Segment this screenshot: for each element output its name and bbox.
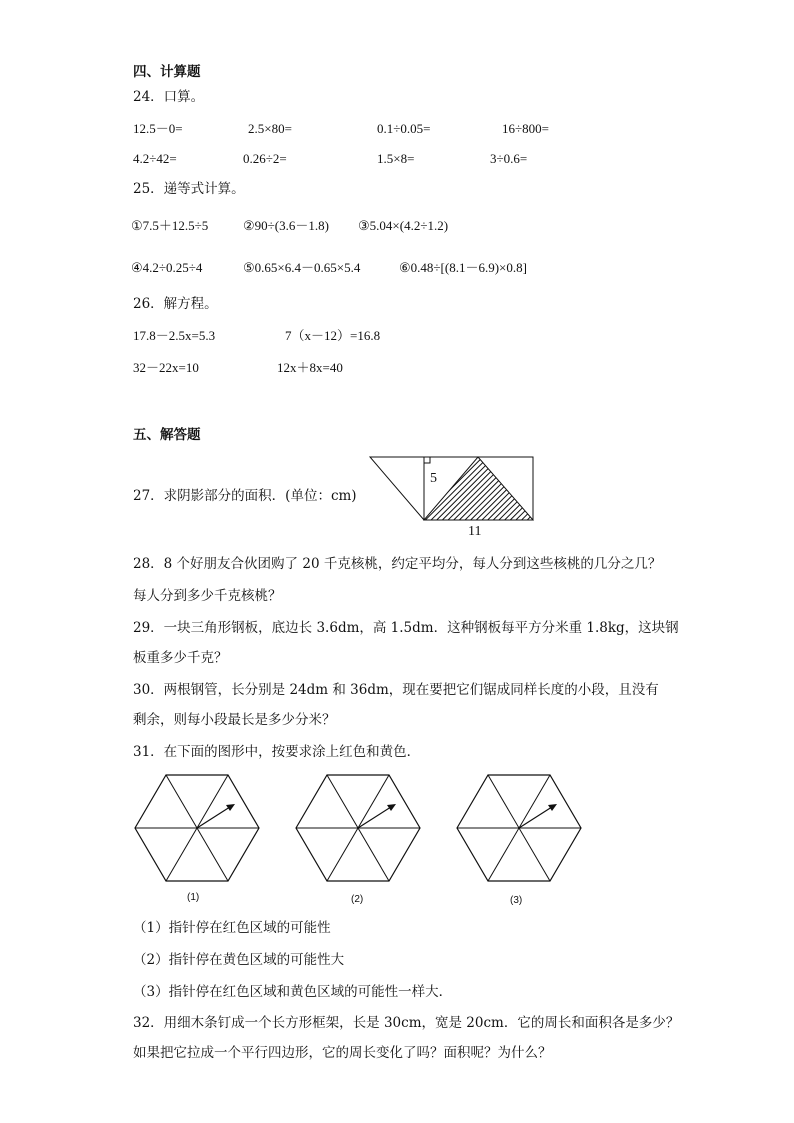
item-expression: 5.04×(4.2÷1.2) [369,218,449,233]
item-expression: 4.2÷0.25÷4 [142,260,203,275]
item-number: ① [131,218,143,233]
q30-line1: 30．两根钢管，长分别是 24dm 和 36dm，现在要把它们锯成同样长度的小段，且没有 [133,682,659,698]
q24-stem: 24．口算。 [133,89,205,105]
item-number: ② [243,218,255,233]
item-number: ⑥ [399,260,411,275]
pointer-arrow-icon [197,805,233,828]
q24-item: 2.5×80= [248,121,292,136]
item-number: ③ [358,218,370,233]
q24-item: 0.1÷0.05= [377,121,431,136]
hexagon-label-1: (1) [187,892,200,903]
hexagon-label-3: (3) [510,895,523,906]
section5-title: 五、解答题 [133,427,201,443]
q28-line2: 每人分到多少千克核桃？ [133,588,282,604]
q30-line2: 剩余，则每小段最长是多少分米？ [133,712,336,728]
q31-stem: 31．在下面的图形中，按要求涂上红色和黄色． [133,744,421,760]
hexagon-spinner-3 [457,775,581,881]
item-number: ④ [131,260,143,275]
q27-height-label: 5 [430,471,437,486]
q24-item: 0.26÷2= [243,151,287,166]
item-expression: 7.5＋12.5÷5 [142,218,209,233]
q31-requirement: （3）指针停在红色区域和黄色区域的可能性一样大． [133,984,453,1000]
q24-item: 1.5×8= [377,151,415,166]
q26-stem: 26．解方程。 [133,296,218,312]
q25-stem: 25．递等式计算。 [133,181,245,197]
q26-equation: 12x＋8x=40 [277,360,343,375]
pointer-arrow-icon [519,805,555,828]
q32-line1: 32．用细木条钉成一个长方形框架，长是 30cm，宽是 20cm．它的周长和面积各是多少？ [133,1015,680,1031]
q29-line1: 29．一块三角形钢板，底边长 3.6dm，高 1.5dm．这种钢板每平方分米重 1.8kg，这块钢 [133,620,679,636]
q24-item: 16÷800= [502,121,549,136]
section4-title: 四、计算题 [133,64,201,80]
item-expression: 90÷(3.6－1.8) [254,218,329,233]
q32-line2: 如果把它拉成一个平行四边形，它的周长变化了吗？面积呢？为什么？ [133,1045,552,1061]
hexagon-label-2: (2) [351,894,364,905]
q26-equation: 7（x－12）=16.8 [285,328,381,343]
q29-line2: 板重多少千克？ [133,650,228,666]
hexagon-spinner-2 [296,775,420,881]
q27-stem: 27．求阴影部分的面积．(单位：cm) [133,488,357,504]
q24-item: 4.2÷42= [133,151,177,166]
q26-equation: 32－22x=10 [133,360,199,375]
q27-base-label: 11 [468,524,482,539]
q31-requirement: （2）指针停在黄色区域的可能性大 [133,952,345,968]
pointer-arrow-icon [358,805,394,828]
item-expression: 0.48÷[(8.1－6.9)×0.8] [410,260,527,275]
q26-equation: 17.8－2.5x=5.3 [133,328,216,343]
q24-item: 12.5－0= [133,121,183,136]
q24-item: 3÷0.6= [490,151,528,166]
q28-line1: 28．8 个好朋友合伙团购了 20 千克核桃，约定平均分，每人分到这些核桃的几分之几？ [133,556,662,572]
item-number: ⑤ [243,260,255,275]
q31-requirement: （1）指针停在红色区域的可能性 [133,920,331,936]
item-expression: 0.65×6.4－0.65×5.4 [254,260,361,275]
hexagon-spinner-1 [135,775,259,881]
